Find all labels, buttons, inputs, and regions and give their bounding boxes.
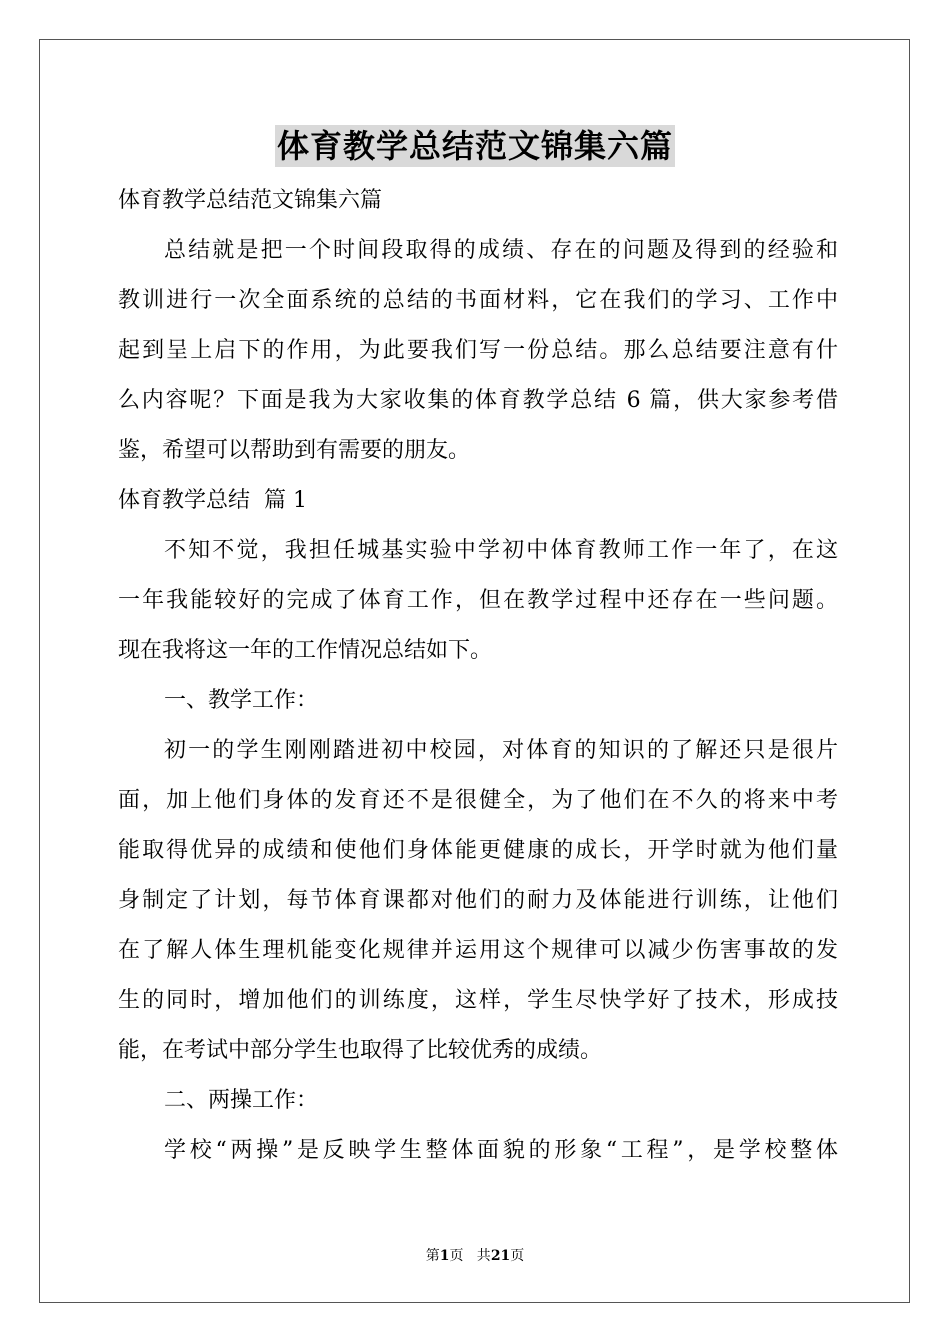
footer-page-total: 21: [490, 1248, 511, 1264]
text-line: 现在我将这一年的工作情况总结如下。: [118, 638, 493, 663]
text-line: 能，在考试中部分学生也取得了比较优秀的成绩。: [118, 1038, 603, 1063]
document-body: [118, 176, 838, 1176]
text-line: 体育教学总结 篇 1: [118, 488, 307, 513]
title-container: [0, 125, 950, 167]
text-line: 身制定了计划，每节体育课都对他们的耐力及体能进行训练，让他们: [118, 888, 838, 913]
text-line: 学校“两操”是反映学生整体面貌的形象“工程”，是学校整体: [164, 1138, 838, 1163]
text-line: 教训进行一次全面系统的总结的书面材料，它在我们的学习、工作中: [118, 288, 838, 313]
text-line: 体育教学总结范文锦集六篇: [118, 188, 383, 213]
text-line: 初一的学生刚刚踏进初中校园，对体育的知识的了解还只是很片: [164, 738, 838, 763]
text-line: 一、教学工作：: [164, 688, 319, 713]
text-line: 生的同时，增加他们的训练度，这样，学生尽快学好了技术，形成技: [118, 988, 838, 1013]
footer-page-prefix: 第: [425, 1248, 440, 1264]
text-line: 在了解人体生理机能变化规律并运用这个规律可以减少伤害事故的发: [118, 938, 838, 963]
text-line: 不知不觉，我担任城基实验中学初中体育教师工作一年了，在这: [164, 538, 838, 563]
text-line: 么内容呢？下面是我为大家收集的体育教学总结 6 篇，供大家参考借: [118, 388, 838, 413]
text-line: 鉴，希望可以帮助到有需要的朋友。: [118, 438, 471, 463]
text-line: 能取得优异的成绩和使他们身体能更健康的成长，开学时就为他们量: [118, 838, 838, 863]
text-line: 总结就是把一个时间段取得的成绩、存在的问题及得到的经验和: [164, 238, 838, 263]
text-line: 二、两操工作：: [164, 1088, 319, 1113]
text-line: 起到呈上启下的作用，为此要我们写一份总结。那么总结要注意有什: [118, 338, 838, 363]
page-footer: [0, 1247, 950, 1265]
text-line: 面，加上他们身体的发育还不是很健全，为了他们在不久的将来中考: [118, 788, 838, 813]
footer-page-mid: 页 共: [449, 1248, 491, 1264]
footer-page-current: 1: [439, 1248, 450, 1264]
footer-page-suffix: 页: [510, 1248, 525, 1264]
text-line: 一年我能较好的完成了体育工作，但在教学过程中还存在一些问题。: [118, 588, 838, 613]
document-title: 体育教学总结范文锦集六篇: [276, 127, 673, 165]
